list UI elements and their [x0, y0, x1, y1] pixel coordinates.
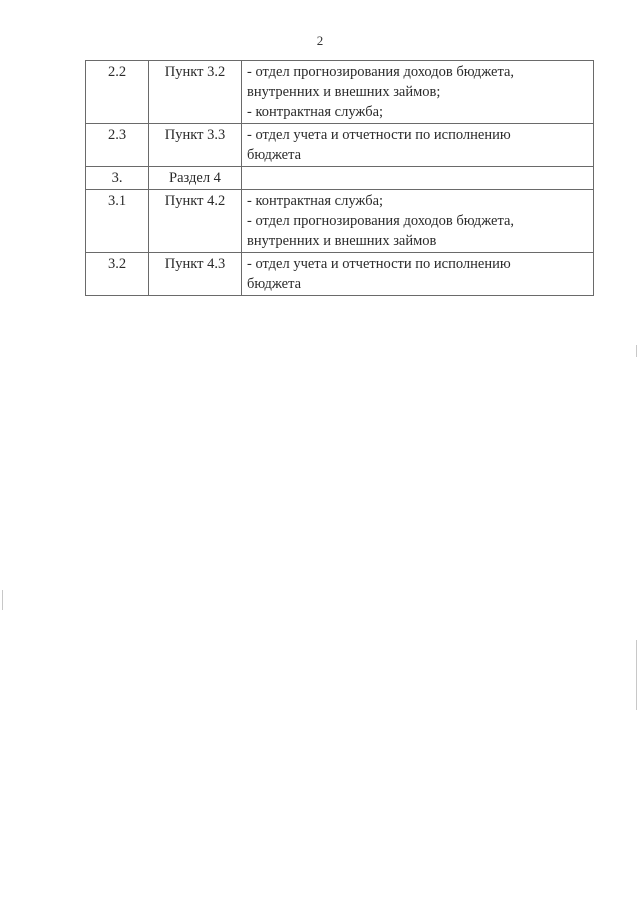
row-number-cell: 3.: [86, 167, 149, 190]
row-description-cell: [242, 124, 594, 167]
row-item-cell: Пункт 4.2: [149, 190, 242, 253]
description-line: бюджета: [247, 276, 302, 292]
description-line: внутренних и внешних займов: [247, 233, 437, 249]
row-item-cell: Пункт 3.3: [149, 124, 242, 167]
table-row: [86, 124, 594, 167]
row-item-cell: Пункт 3.2: [149, 61, 242, 124]
description-line: - отдел прогнозирования доходов бюджета,: [247, 213, 515, 229]
page-number: 2: [316, 33, 324, 48]
description-line: - отдел учета и отчетности по исполнению: [247, 127, 511, 143]
description-line: - отдел прогнозирования доходов бюджета,: [247, 64, 515, 80]
description-line: - отдел учета и отчетности по исполнению: [247, 256, 511, 272]
row-number-cell: 2.3: [86, 124, 149, 167]
row-description-cell: [242, 253, 594, 296]
description-line: бюджета: [247, 147, 302, 163]
description-line: - контрактная служба;: [247, 193, 384, 209]
table-row: [86, 167, 594, 190]
table-row: [86, 190, 594, 253]
description-line: - контрактная служба;: [247, 104, 384, 120]
distribution-table: [85, 60, 594, 296]
table-row: [86, 253, 594, 296]
row-item-cell: Пункт 4.3: [149, 253, 242, 296]
row-number-cell: 3.1: [86, 190, 149, 253]
table-row: [86, 61, 594, 124]
row-description-cell: [242, 190, 594, 253]
description-line: внутренних и внешних займов;: [247, 84, 441, 100]
row-description-cell: [242, 61, 594, 124]
scan-artifact: [636, 345, 637, 357]
row-number-cell: 3.2: [86, 253, 149, 296]
row-number-cell: 2.2: [86, 61, 149, 124]
scan-artifact: [2, 590, 3, 610]
row-description-cell: [242, 167, 594, 190]
row-item-cell: Раздел 4: [149, 167, 242, 190]
scan-artifact: [636, 640, 637, 710]
